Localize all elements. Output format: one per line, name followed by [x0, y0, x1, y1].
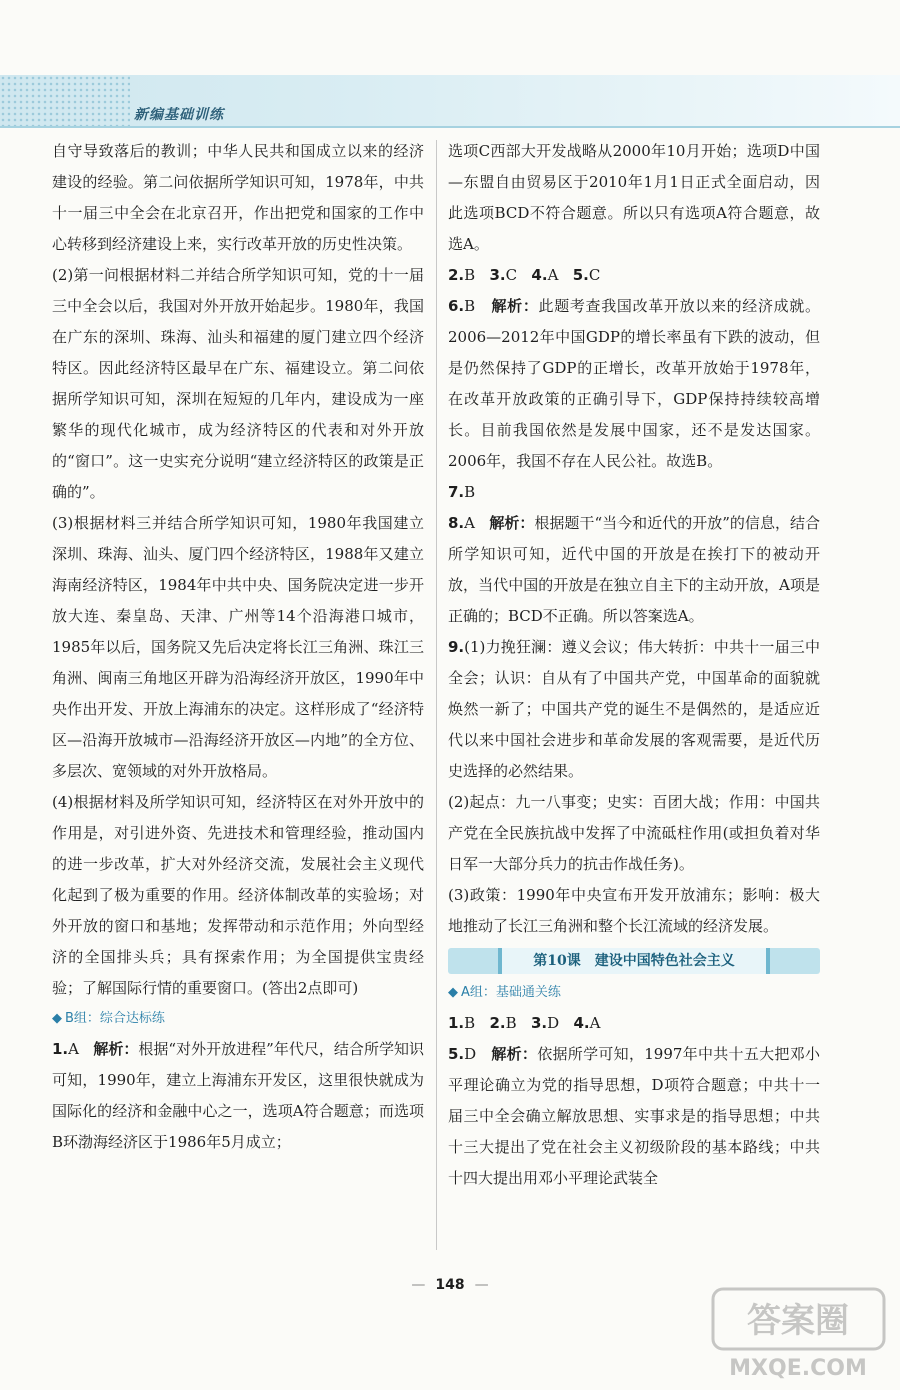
paragraph: (3)根据材料三并结合所学知识可知，1980年我国建立深圳、珠海、汕头、厦门四个经济特区，1988年又建立海南经济特区，1984年中共中央、国务院决定进一步开放大连、秦皇岛、天津、广州等14个沿海港口城市，1985年以后，国务院又先后决定将长江三角洲、珠江三角洲、闽南三角地区开辟为沿海经济开放区，1990年中央作出开发、开放上海浦东的决定。这样形成了“经济特区—沿海开放城市—沿海经济开放区—内地”的全方位、多层次、宽领域的对外开放格局。 [52, 514, 424, 780]
answer: A [547, 266, 559, 284]
paragraph: (3)政策：1990年中央宣布开发开放浦东；影响：极大地推动了长江三角洲和整个长江流域的经济发展。 [448, 886, 820, 935]
right-column [448, 136, 820, 1194]
watermark-text-en: MXQE.COM [729, 1356, 867, 1381]
group-label-b [52, 1004, 424, 1034]
question-1 [52, 1034, 424, 1158]
paragraph: (2)第一问根据材料二并结合所学知识可知，党的十一届三中全会以后，我国对外开放开始起步。1980年，我国在广东的深圳、珠海、汕头和福建的厦门建立四个经济特区。因此经济特区最早在广东、福建设立。第二问依据所学知识可知，深圳在短短的几年内，建设成为一座繁华的现代化城市，成为经济特区的代表和对外开放的“窗口”。这一史实充分说明“建立经济特区的政策是正确的”。 [52, 266, 424, 501]
question-number: 1. [448, 1014, 465, 1032]
paragraph: 选项C西部大开发战略从2000年10月开始；选项D中国—东盟自由贸易区于2010年1月1日正式全面启动，因此选项BCD不符合题意。所以只有选项A符合题意，故选A。 [448, 142, 820, 253]
lesson-title-bar [448, 948, 820, 974]
lesson-title: 第10课 建设中国特色社会主义 [498, 948, 770, 974]
group-label-a [448, 978, 820, 1008]
answer: D [547, 1014, 560, 1032]
analysis-text: 根据“对外开放进程”年代尺，结合所学知识可知，1990年，建立上海浦东开发区，这里很快就成为国际化的经济和金融中心之一，选项A符合题意；而选项B环渤海经济区于1986年5月成立； [52, 1040, 424, 1151]
question-6 [448, 291, 820, 477]
answer: B [464, 1014, 476, 1032]
answer: B [464, 297, 476, 315]
analysis-label: 解析： [489, 514, 535, 532]
answer: A [68, 1040, 79, 1058]
diamond-icon: ◆ [52, 1011, 62, 1026]
question-number: 3. [530, 1014, 548, 1032]
paragraph: (4)根据材料及所学知识可知，经济特区在对外开放中的作用是，对引进外资、先进技术和管理经验，推动国内的进一步改革，扩大对外经济交流，发展社会主义现代化起到了极为重要的作用。经济体制改革的实验场；对外开放的窗口和基地；发挥带动和示范作用；外向型经济的全国排头兵；具有探索作用；为全国提供宝贵经验；了解国际行情的重要窗口。(答出2点即可) [52, 793, 424, 997]
watermark-text-cn: 答案圈 [747, 1301, 849, 1341]
group-label-text: B组：综合达标练 [65, 1011, 165, 1026]
analysis-label: 解析： [491, 297, 539, 315]
question-number: 9. [448, 638, 465, 656]
page-number-dash-right: — [474, 1277, 489, 1293]
answer: B [464, 483, 476, 501]
question-7 [448, 477, 820, 508]
question-number: 2. [489, 1014, 506, 1032]
question-number: 6. [448, 297, 465, 315]
analysis-label: 解析： [491, 1045, 538, 1063]
question-number: 1. [52, 1040, 69, 1058]
question-number: 2. [448, 266, 465, 284]
question-number: 8. [448, 514, 465, 532]
diamond-icon: ◆ [448, 985, 458, 1000]
answer: D [464, 1045, 477, 1063]
answer: A [589, 1014, 601, 1032]
group-label-text: A组：基础通关练 [461, 985, 561, 1000]
answer: C [505, 266, 518, 284]
question-number: 5. [448, 1045, 465, 1063]
page-number-text: 148 [435, 1277, 465, 1293]
question-8 [448, 508, 820, 632]
page-number-dash-left: — [411, 1277, 426, 1293]
answer: C [588, 266, 601, 284]
answers-1-4 [448, 1008, 820, 1039]
column-divider [436, 140, 437, 1250]
question-number: 5. [572, 266, 589, 284]
question-number: 7. [448, 483, 465, 501]
watermark-logo [711, 1287, 886, 1382]
answer: B [464, 266, 476, 284]
answers-2-5 [448, 260, 820, 291]
question-5 [448, 1039, 820, 1194]
analysis-label: 解析： [93, 1040, 139, 1058]
question-number: 4. [531, 266, 548, 284]
header-title: 新编基础训练 [134, 107, 224, 123]
header-rule [0, 126, 900, 128]
analysis-text: 根据题干“当今和近代的开放”的信息，结合所学知识可知，近代中国的开放是在挨打下的被动开放，当代中国的开放是在独立自主下的主动开放，A项是正确的；BCD不正确。所以答案选A。 [448, 514, 820, 625]
question-number: 4. [573, 1014, 590, 1032]
left-column [52, 136, 424, 1158]
question-number: 3. [489, 266, 506, 284]
header-dot-pattern [0, 75, 130, 127]
paragraph: (2)起点：九一八事变；史实：百团大战；作用：中国共产党在全民族抗战中发挥了中流砥柱作用(或担负着对华日军一大部分兵力的抗击作战任务)。 [448, 793, 820, 873]
answer: A [464, 514, 475, 532]
question-9 [448, 632, 820, 787]
analysis-text: 依据所学可知，1997年中共十五大把邓小平理论确立为党的指导思想，D项符合题意；中共十一届三中全会确立解放思想、实事求是的指导思想；中共十三大提出了党在社会主义初级阶段的基本路线；中共十四大提出用邓小平理论武装全 [448, 1045, 820, 1187]
paragraph: 自守导致落后的教训；中华人民共和国成立以来的经济建设的经验。第二问依据所学知识可知，1978年，中共十一届三中全会在北京召开，作出把党和国家的工作中心转移到经济建设上来，实行改革开放的历史性决策。 [52, 142, 424, 253]
analysis-text: 此题考查我国改革开放以来的经济成就。2006—2012年中国GDP的增长率虽有下跌的波动，但是仍然保持了GDP的正增长，改革开放始于1978年，在改革开放政策的正确引导下，GDP保持持续较高增长。目前我国依然是发展中国家，还不是发达国家。2006年，我国不存在人民公社。故选B。 [448, 297, 820, 470]
answer: B [505, 1014, 517, 1032]
answer-text: (1)力挽狂澜：遵义会议；伟大转折：中共十一届三中全会；认识：自从有了中国共产党，中国革命的面貌就焕然一新了；中国共产党的诞生不是偶然的，是适应近代以来中国社会进步和革命发展的客观需要，是近代历史选择的必然结果。 [448, 638, 820, 780]
